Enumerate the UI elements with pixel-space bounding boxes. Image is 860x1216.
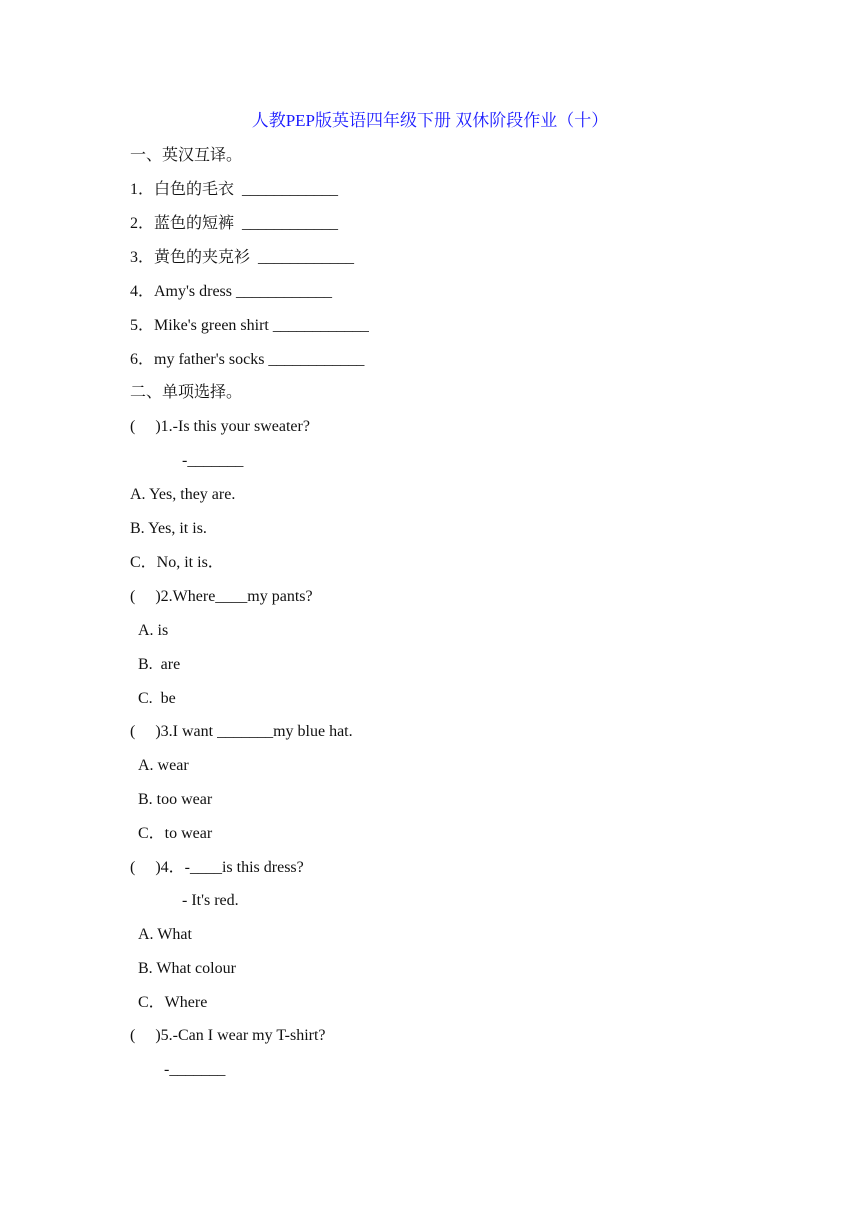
translation-item-4: 4．Amy's dress ____________ [130,283,332,300]
question-2-option-a: A. is [138,622,169,639]
question-3-option-c: C．to wear [138,825,213,842]
question-2-option-b: B. are [138,656,181,673]
translation-item-6: 6．my father's socks ____________ [130,351,365,368]
section-heading-translation: 一、英汉互译。 [130,147,243,164]
section-heading-choice: 二、单项选择。 [130,384,243,401]
question-4-option-b: B. What colour [138,960,236,977]
question-1-option-c: C．No, it is． [130,554,224,571]
question-4-option-a: A. What [138,926,192,943]
question-5-answer-blank: -_______ [164,1061,226,1078]
question-3: ( )3.I want _______my blue hat. [130,723,353,740]
question-5: ( )5.-Can I wear my T-shirt? [130,1027,326,1044]
question-2: ( )2.Where____my pants? [130,588,313,605]
translation-item-5: 5．Mike's green shirt ____________ [130,317,369,334]
question-1-option-a: A. Yes, they are. [130,486,236,503]
question-1-option-b: B. Yes, it is. [130,520,207,537]
page-title: 人教PEP版英语四年级下册 双休阶段作业（十） [251,111,609,130]
question-4-answer: - It's red. [182,892,239,909]
question-4-option-c: C．Where [138,994,208,1011]
question-4: ( )4．-____is this dress? [130,859,304,876]
question-3-option-a: A. wear [138,757,189,774]
translation-item-3: 3．黄色的夹克衫 ____________ [130,249,355,266]
translation-item-1: 1．白色的毛衣 ____________ [130,181,339,198]
question-1-answer-blank: -_______ [182,452,244,469]
question-1: ( )1.-Is this your sweater? [130,418,310,435]
question-3-option-b: B. too wear [138,791,213,808]
translation-item-2: 2．蓝色的短裤 ____________ [130,215,339,232]
question-2-option-c: C. be [138,690,176,707]
